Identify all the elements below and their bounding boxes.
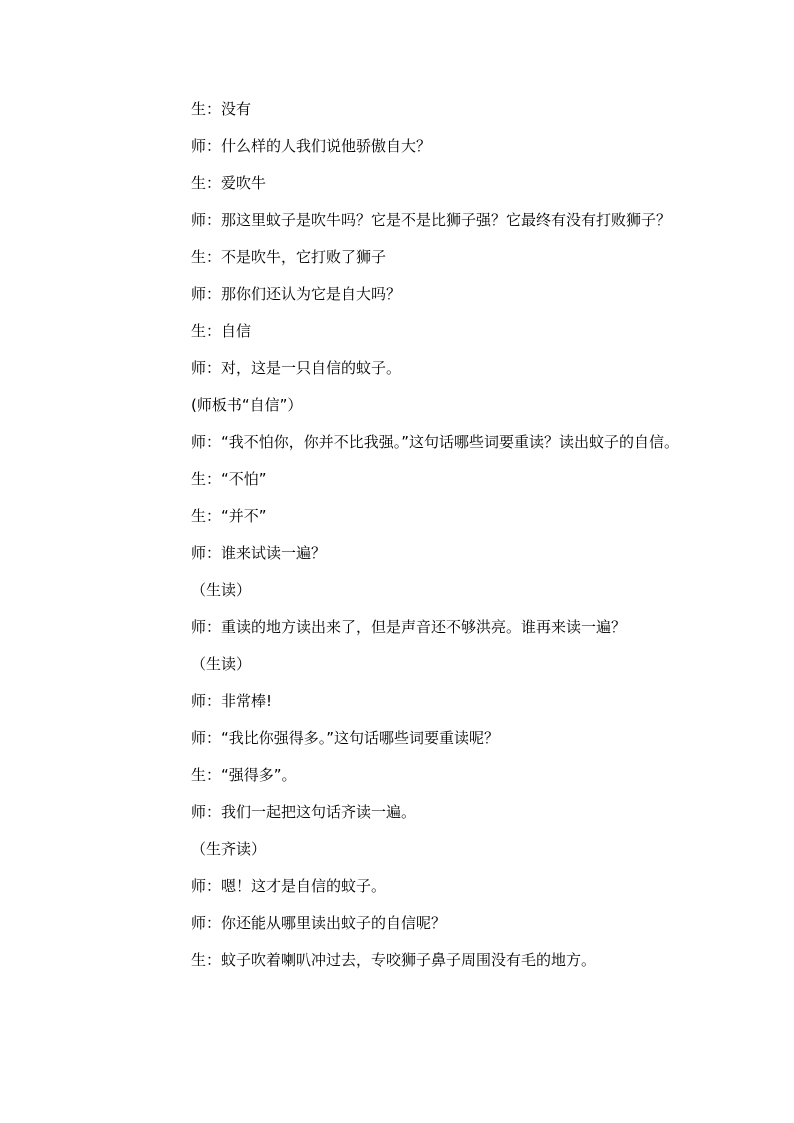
dialogue-line: 生：爱吹牛 <box>191 174 267 192</box>
dialogue-line: 师：嗯！这才是自信的蚊子。 <box>191 877 387 895</box>
stage-direction: （生读） <box>191 581 252 599</box>
dialogue-line: 师：我们一起把这句话齐读一遍。 <box>191 803 417 821</box>
dialogue-line: 师：谁来试读一遍？ <box>191 544 327 562</box>
document-body <box>191 96 681 984</box>
dialogue-line: 生：“强得多”。 <box>191 766 297 784</box>
stage-direction: （生读） <box>191 655 252 673</box>
stage-direction: (师板书“自信”） <box>191 396 303 414</box>
dialogue-line: 生：“并不” <box>191 507 267 525</box>
dialogue-line: 生：自信 <box>191 322 252 340</box>
dialogue-line: 师：重读的地方读出来了，但是声音还不够洪亮。谁再来读一遍？ <box>191 618 627 636</box>
dialogue-line: 生：“不怕” <box>191 470 267 488</box>
dialogue-line: 师：对，这是一只自信的蚊子。 <box>191 359 402 377</box>
dialogue-line: 师：“我比你强得多。”这句话哪些词要重读呢？ <box>191 729 500 747</box>
dialogue-line: 生：不是吹牛，它打败了狮子 <box>191 248 387 266</box>
dialogue-line: 生：没有 <box>191 100 252 118</box>
dialogue-line: 师：那你们还认为它是自大吗？ <box>191 285 402 303</box>
dialogue-line: 师：非常棒! <box>191 692 273 710</box>
dialogue-line: 生：蚊子吹着喇叭冲过去，专咬狮子鼻子周围没有毛的地方。 <box>191 951 597 969</box>
dialogue-line: 师：什么样的人我们说他骄傲自大？ <box>191 137 432 155</box>
dialogue-line: 师：“我不怕你，你并不比我强。”这句话哪些词要重读？读出蚊子的自信。 <box>191 433 680 451</box>
dialogue-line: 师：那这里蚊子是吹牛吗？它是不是比狮子强？它最终有没有打败狮子？ <box>191 211 672 229</box>
dialogue-line: 师：你还能从哪里读出蚊子的自信呢？ <box>191 914 447 932</box>
stage-direction: （生齐读） <box>191 840 267 858</box>
